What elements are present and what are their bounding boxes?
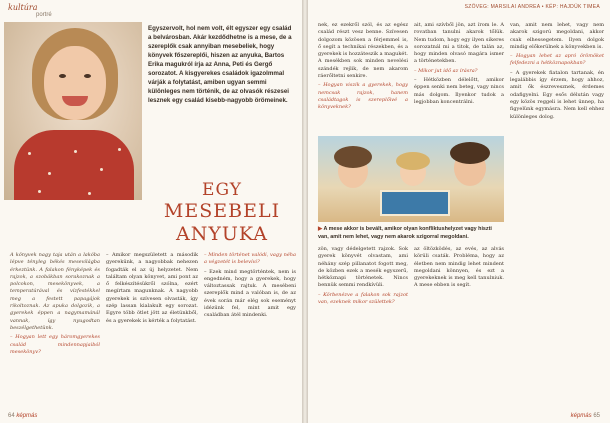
right-page [308, 0, 610, 423]
left-column-2 [106, 252, 198, 327]
title-line-1: EGY [202, 180, 242, 200]
kids-reading-photo [318, 136, 504, 222]
title-line-2: MESEBELI [163, 200, 281, 222]
left-column-3 [204, 252, 296, 322]
answer-paragraph: az öltözködés, az evés, az alvás körüli csaták. Probléma, hogy az életben nem mindig lehet mindent megoldani könnyen, és ezt a gyerekeknek is meg kell tanulniuk. A mese ebben is segít. [414, 246, 504, 289]
interview-question: – Hogyan viszik a gyerekek, hogy nemcsak rajzok, hanem családtagok is szereplőivé a könyveknek? [318, 82, 408, 111]
right-bottom-column-2 [414, 246, 504, 292]
title-line-3: ANYUKA [175, 223, 269, 245]
page-number: 65 [593, 413, 600, 419]
right-column-3 [510, 22, 604, 123]
lead-paragraph: A könyvek nagy taja után a lakóba lépve tényleg békés mesevilágba érkeztünk. A falakon fényképek és rajzok, a szobákban sorakoznak a polcokon, mesekönyvek, a temperatúrával és vízfestékkel meg a festett papagájok rikoltoznak. Az apuka dolgozik, a gyerekek éppen a nagymamánál vannak, így nyugodtan beszélgethetünk. [10, 252, 100, 331]
caption-text: A mese akkor is bevált, amikor olyan konfliktushelyzet vagy hiszti van, amit nem lehet, vagy nem akarok szigorral megoldani. [318, 226, 492, 240]
article-intro: Egyszervolt, hol nem volt, élt egyszer egy család a belvárosban. Akár kezdődhetne is a mese, de a szereplők csak annyiban mesebeliek, hogy könyvek főszereplői, hiszen az anyuka, Bartos Erika magukról írja az Anna, Peti és Gergő sorozatot. A kisgyerekes családok igazolmmal várják a folytatást, amiben ugyan semmi különleges nem történik, de az olvasók részesei lesznek egy család kisebb-nagyobb örömeinek. [148, 25, 292, 104]
answer-paragraph: – A gyerekek fiatalon tartanak, én legalábbis így érzem, hogy ahhoz, amit ők észrevesznek, érdemes odafigyelni. Egy esős délután vagy egy közös reggeli is lehet ünnep, ha figyelünk egymásra. Nem kell ehhez különleges dolog. [510, 69, 604, 120]
section-subrubric: portré [36, 12, 52, 18]
answer-paragraph: van, amit nem lehet, vagy nem akarok szigorú megoldani, akkor csak elhessegetem. Ilyen dolgok mindig előkerülnek a könyvekben is. [510, 22, 604, 50]
answer-paragraph: – Hétközben délelőtt, amikor éppen senki nem beteg, vagy nincs más dolgom. Ilyenkor tudok a legjobban koncentrálni. [414, 77, 504, 105]
magazine-brand: képmás [570, 413, 592, 419]
page-number-right [571, 413, 600, 419]
answer-paragraph: nek, ez ezekről szól, és az egész család részt vesz benne. Szívesen dolgozom közösen a férjemmel is, ő segít a technikai részekben, és a gyerekek is hozzáteszik a magukét. A mesékben sok minden nevelési szándék rejlik, de nem akarom ráerőltetni senkire. [318, 22, 408, 80]
portrait-photo [4, 22, 142, 200]
magazine-brand: képmás [16, 413, 38, 419]
answer-paragraph: zön, vagy dédelgetett rajzok. Sok gyerek könyvét olvastam, ami néhány szép pillanatot fogott meg, de közben ezek a mesék egyszerű, hétköznapi történetek. Nincs bennük semmi rendkívüli. [318, 246, 408, 289]
running-head-credits: SZÖVEG: MARSILAI ANDREA • KÉP: HAJDÚK TIMEA [464, 4, 600, 10]
answer-paragraph: – Ezek mind megtörténtek, nem is engedném, hogy a gyerekek, hogy változtassak rajtuk. A mesébeni szereplők mind a valóban is, de az évek során már elég sok eseményt idézünk fel, mint amit egy családban átél mindenki. [204, 268, 296, 319]
photo-caption: ▶ A mese akkor is bevált, amikor olyan konfliktushelyzet vagy hiszti van, amit nem lehet, vagy nem akarok szigorral megoldani. [318, 226, 492, 240]
page-number-left [8, 413, 37, 419]
interview-question: – Hogyan lehet az apró örömöket felfedezni a hétköznapokban? [510, 53, 604, 67]
right-column-1 [318, 22, 408, 114]
section-rubric: kultúra [8, 3, 38, 12]
left-page [0, 0, 302, 423]
interview-question: – Hogyan lett egy háromgyerekes család mindennapjaiból mesekönyv? [10, 334, 100, 355]
interview-question: – Mikor jut idő az írásra? [414, 67, 478, 74]
left-column-1 [10, 252, 100, 358]
interview-question: – Minden történet valódi, vagy néha a végzetét is belevívi? [204, 252, 296, 266]
right-column-2 [414, 22, 504, 108]
answer-paragraph: – Amikor megszületett a második gyerekünk, a nagyobbak nehezen fogadták el az új helyzetet. Nem találtam olyan könyvet, ami pont az ő felkészítésükről szólna, ezért megírtam magunknak. A nagyobb gyerekek is szívesen olvasták, így szép lassan kialakult egy sorozat. Egyre több ötlet jött az életünkből, és a gyerekek is kérték a folytatást. [106, 252, 198, 324]
interview-question: – Körbenézve a falakon sok rajzot van, ezeknek mikor születtek? [318, 291, 408, 306]
page-number: 64 [8, 413, 15, 419]
right-bottom-column-1 [318, 246, 408, 308]
answer-paragraph: ait, ami szívből jön, azt írom le. A rovatban tanulni akarok tőlük. Nem tudom, hogy egy ilyen sikeres sorozatnál mi a titok, de talán az, hogy minden olvasó magára ismer a történetekben. [414, 22, 504, 65]
